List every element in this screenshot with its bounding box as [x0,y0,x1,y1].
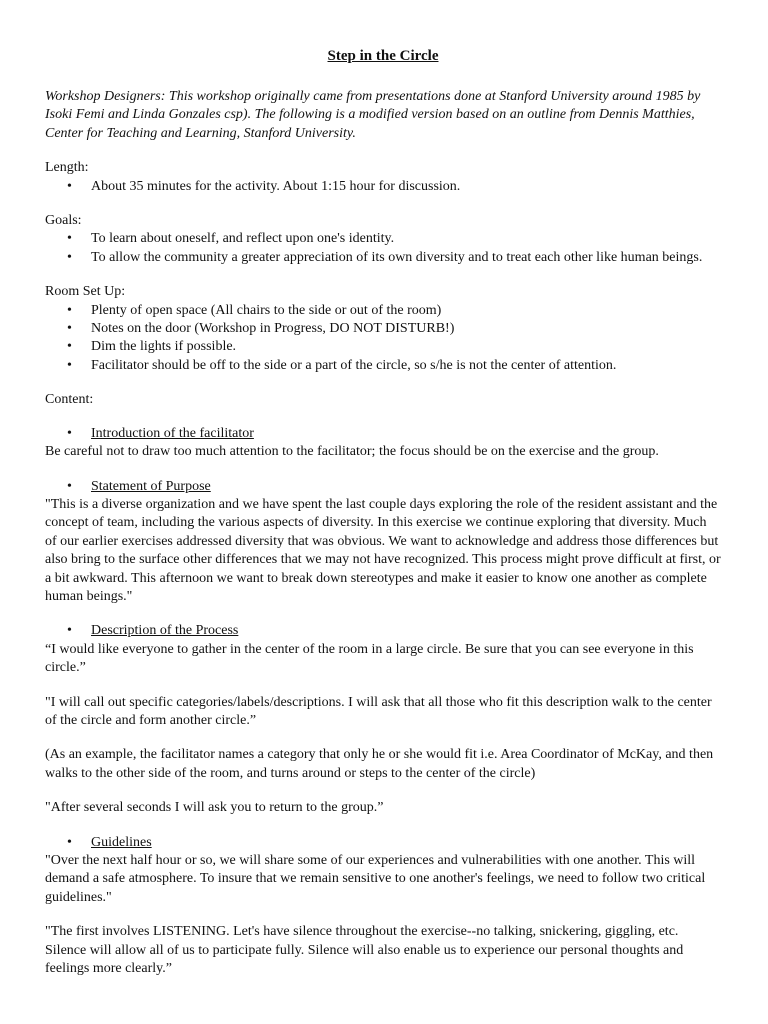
list-item: • Facilitator should be off to the side or a part of the circle, so s/he is not the center of attention. [45,357,721,375]
section-paragraph: “I would like everyone to gather in the center of the room in a large circle. Be sure that you can see everyone in this circle.” [45,641,694,676]
goals-list [45,230,721,267]
intro-paragraph: Workshop Designers: This workshop originally came from presentations done at Stanford University around 1985 by Isoki Femi and Linda Gonzales csp). The following is a modified version based on an outline from Dennis Matthies, Center for Teaching and Learning, Stanford University. [45,89,701,141]
document-title: Step in the Circle [327,48,439,64]
list-item: • About 35 minutes for the activity. About 1:15 hour for discussion. [45,178,721,196]
length-label: Length: [45,160,89,176]
list-item: • Plenty of open space (All chairs to the side or out of the room) [45,302,721,320]
section-heading-list [45,478,721,496]
section-heading: Guidelines [91,834,152,850]
goals-label: Goals: [45,213,82,229]
section-paragraph: "The first involves LISTENING. Let's have silence throughout the exercise--no talking, snickering, giggling, etc. Silence will allow all of us to participate fully. Silence will also enable us to experience our personal thoughts and feelings more clearly.” [45,924,684,977]
room-setup-list [45,302,721,376]
list-item: • To learn about oneself, and reflect upon one's identity. [45,230,721,248]
room-setup-label: Room Set Up: [45,284,126,300]
section-heading: Description of the Process [91,623,239,639]
section-heading: Statement of Purpose [91,478,211,494]
section-heading-list [45,834,721,852]
section-description-of-process [45,622,721,817]
list-item: • Notes on the door (Workshop in Progress, DO NOT DISTURB!) [45,320,721,338]
section-guidelines [45,834,721,979]
section-heading-list [45,425,721,443]
section-heading-list [45,622,721,640]
content-label: Content: [45,392,94,408]
section-paragraph: "After several seconds I will ask you to return to the group.” [45,800,384,816]
list-item: • Dim the lights if possible. [45,338,721,356]
section-paragraph: (As an example, the facilitator names a category that only he or she would fit i.e. Area Coordinator of McKay, and then walks to the other side of the room, and turns around or steps to the center of the circle) [45,747,714,781]
list-item: • To allow the community a greater appreciation of its own diversity and to treat each other like human beings. [45,249,721,267]
section-paragraph: "I will call out specific categories/labels/descriptions. I will ask that all those who fit this description walk to the center of the circle and form another circle.” [45,694,712,728]
document-page [45,46,721,994]
section-paragraph: "Over the next half hour or so, we will share some of our experiences and vulnerabilities with one another. This will demand a safe atmosphere. To insure that we remain sensitive to one another's feelings, we need to follow two critical guidelines." [45,853,706,905]
length-list [45,178,721,196]
section-paragraph: Be careful not to draw too much attention to the facilitator; the focus should be on the exercise and the group. [45,444,659,460]
section-statement-of-purpose [45,478,721,607]
section-introduction [45,425,721,462]
section-heading: Introduction of the facilitator [91,425,254,441]
section-paragraph: "This is a diverse organization and we have spent the last couple days exploring the role of the resident assistant and the concept of team, including the various aspects of diversity. In this exercise we continue exploring that diversity. Much of our earlier exercises addressed diversity that was obvious. We want to acknowledge and address those differences but also bring to the surface other differences that we may not have recognized. This process might prove difficult at first, or a bit awkward. This afternoon we want to break down stereotypes and make it easier to know one another as complete human beings." [45,496,721,604]
